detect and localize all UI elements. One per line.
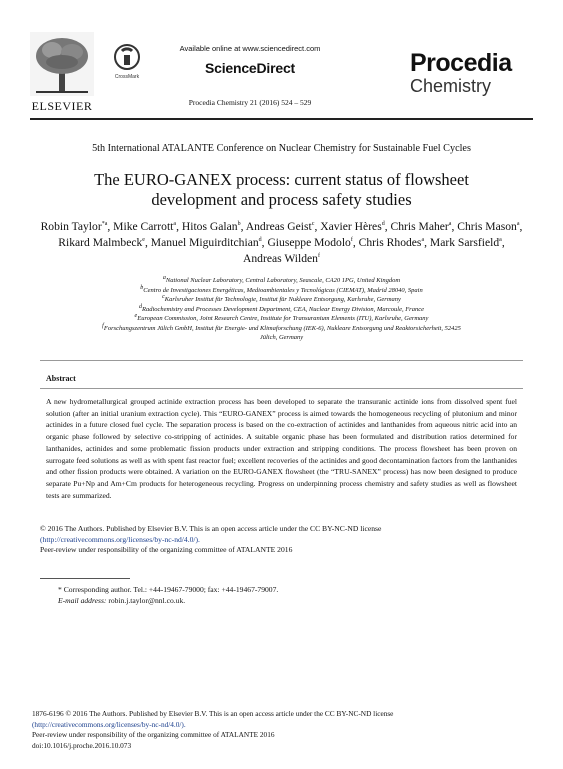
affiliation-item: [30, 295, 533, 305]
author-affiliation-marker: e: [142, 237, 145, 244]
author-separator: ,: [144, 236, 151, 249]
footer-block: [32, 709, 532, 751]
author-name: Andreas Wilden: [243, 252, 318, 265]
affiliation-item: [30, 333, 533, 343]
author-affiliation-marker: f: [317, 253, 320, 260]
author-list: [40, 219, 523, 267]
author-name: Mark Sarsfield: [429, 236, 500, 249]
abstract-heading: Abstract: [46, 374, 76, 383]
affiliation-item: [30, 324, 533, 334]
elsevier-tree-icon: [30, 32, 94, 96]
author-name: Hitos Galan: [181, 220, 238, 233]
publisher-name: ELSEVIER: [31, 99, 93, 113]
affiliation-marker: f: [102, 322, 104, 329]
affiliation-text: Radiochemistry and Processes Development Department, CEA, Nuclear Energy Division, Marcoule, France: [142, 305, 424, 313]
elsevier-logo: [30, 32, 94, 113]
email-label: E-mail address:: [58, 595, 107, 605]
affiliation-item: [30, 286, 533, 296]
author-separator: ,: [240, 220, 246, 233]
procedia-logo-line2: Chemistry: [410, 76, 492, 96]
abstract-top-rule: [40, 360, 523, 361]
abstract-heading-rule: [40, 388, 523, 389]
affiliation-marker: a: [162, 274, 166, 281]
author-name: Chris Maher: [390, 220, 449, 233]
author-affiliation-marker: *a: [101, 221, 108, 228]
footer-peer-review: Peer-review under responsibility of the organizing committee of ATALANTE 2016: [32, 730, 275, 739]
crossmark-icon: [114, 44, 140, 70]
header-rule: [30, 118, 533, 120]
author-affiliation-marker: d: [258, 237, 262, 244]
author-affiliation-marker: a: [448, 221, 452, 228]
author-separator: ,: [451, 220, 458, 233]
sciencedirect-logo: ScienceDirect: [204, 60, 295, 76]
author-name: Andreas Geist: [245, 220, 312, 233]
author-separator: ,: [107, 220, 114, 233]
author-affiliation-marker: a: [499, 237, 502, 244]
affiliation-marker: b: [140, 284, 144, 291]
author-separator: ,: [176, 220, 182, 233]
author-separator: ,: [261, 236, 268, 249]
author-name: Mike Carrott: [113, 220, 174, 233]
footer-license-link[interactable]: (http://creativecommons.org/licenses/by-nc-nd/4.0/).: [32, 719, 186, 729]
author-affiliation-marker: f: [350, 237, 353, 244]
license-link[interactable]: (http://creativecommons.org/licenses/by-nc-nd/4.0/).: [40, 534, 200, 544]
author-name: Chris Rhodes: [358, 236, 422, 249]
author-name: Robin Taylor: [40, 220, 102, 233]
affiliation-text: Jülich, Germany: [259, 334, 304, 341]
affiliation-item: [30, 276, 533, 286]
available-online: Available online at www.sciencedirect.com: [179, 44, 321, 53]
author-separator: ,: [352, 236, 359, 249]
paper-title-line2: development and process safety studies: [151, 190, 412, 209]
procedia-logo: [410, 50, 530, 96]
author-affiliation-marker: a: [173, 221, 177, 228]
affiliation-text: European Commission, Joint Research Centre, Institute for Transuranium Elements (ITU), Karlsruhe, Germany: [137, 315, 429, 322]
author-name: Giuseppe Modolo: [267, 236, 351, 249]
affiliation-text: Karlsruher Institut für Technologie, Institut für Nukleare Entsorgung, Karlsruhe, Germany: [164, 296, 401, 303]
author-separator: ,: [519, 220, 523, 233]
license-line1: © 2016 The Authors. Published by Elsevier B.V. This is an open access article under the CC BY-NC-ND license: [40, 524, 382, 533]
peer-review-line: Peer-review under responsibility of the organizing committee of ATALANTE 2016: [40, 545, 293, 555]
author-name: Xavier Hères: [320, 220, 382, 233]
crossmark-label: CrossMark: [114, 74, 140, 80]
affiliation-marker: c: [162, 293, 165, 300]
crossmark-logo[interactable]: [112, 44, 142, 80]
email-line: [58, 596, 518, 607]
affiliation-marker: d: [139, 303, 143, 310]
author-affiliation-marker: d: [381, 221, 385, 228]
affiliation-list: [30, 276, 533, 343]
affiliation-item: [30, 305, 533, 315]
footnote-rule: [40, 578, 130, 579]
affiliation-text: National Nuclear Laboratory, Central Laboratory, Seascale, CA20 1PG, United Kingdom: [165, 277, 401, 284]
paper-title: [20, 170, 543, 210]
author-separator: ,: [501, 236, 505, 249]
journal-citation: Procedia Chemistry 21 (2016) 524 – 529: [188, 98, 312, 107]
author-affiliation-marker: c: [311, 221, 315, 228]
author-separator: ,: [314, 220, 321, 233]
affiliation-text: Centro de Investigaciones Energéticas, Medioambientales y Tecnológicas (CIEMAT), Madrid 28040, Spain: [143, 286, 423, 294]
footer-doi[interactable]: doi:10.1016/j.proche.2016.10.073: [32, 740, 132, 750]
procedia-logo-line1: Procedia: [410, 49, 512, 77]
abstract-body: A new hydrometallurgical grouped actinide extraction process has been developed to separate the transuranic actinide ions from dissolved spent fuel solution (after an initial uranium extraction cycle). This “EURO-GANEX” process is aimed towards the homogeneous recycling of plutonium and minor actinides in a future closed fuel cycle. The separation process is based on the co-extraction of actinides and lanthanides from aqueous nitric acid into an organic phase followed by selective co-stripping of actinides. A suitable organic phase has been formulated and distribution ratios determined for lanthanides, actinides and some problematic fission products under extraction and stripping conditions. The process flowsheet has been proven on surrogate feed solutions as well as with spent fast reactor fuel; excellent recoveries of the actinides and good decontamination factors from the lanthanides and other fission products were obtained. A variation on the EURO-GANEX flowsheet (the “TRU-SANEX” process) has now been designed to produce separate Pu+Np and Am+Cm products for heterogeneous recycling. Progress on underpinning process chemistry and safety studies as well as flowsheet tests are summarized.: [46, 397, 517, 500]
affiliation-text: Forschungszentrum Jülich GmbH, Institut für Energie- und Klimaforschung (IEK-6), Nukleare Entsorgung und Reaktorsicherheit, 52425: [103, 324, 461, 332]
affiliation-marker: e: [134, 312, 138, 319]
corresponding-author: * Corresponding author. Tel.: +44-19467-79000; fax: +44-19467-79007.: [58, 585, 279, 594]
author-name: Manuel Miguirditchian: [150, 236, 259, 249]
affiliation-item: [30, 314, 533, 324]
author-name: Chris Mason: [457, 220, 517, 233]
footer-issn-line: 1876-6196 © 2016 The Authors. Published by Elsevier B.V. This is an open access article under the CC BY-NC-ND license: [32, 709, 394, 718]
author-affiliation-marker: a: [421, 237, 425, 244]
author-affiliation-marker: b: [237, 221, 241, 228]
email-address[interactable]: robin.j.taylor@nnl.co.uk.: [108, 595, 186, 605]
author-separator: ,: [384, 220, 391, 233]
conference-name: 5th International ATALANTE Conference on Nuclear Chemistry for Sustainable Fuel Cycles: [92, 143, 471, 154]
author-affiliation-marker: a: [516, 221, 520, 228]
author-name: Rikard Malmbeck: [58, 236, 143, 249]
author-separator: ,: [424, 236, 430, 249]
correspondence-block: [58, 585, 518, 606]
paper-title-line1: The EURO-GANEX process: current status of flowsheet: [94, 170, 469, 189]
license-block: [40, 524, 523, 556]
